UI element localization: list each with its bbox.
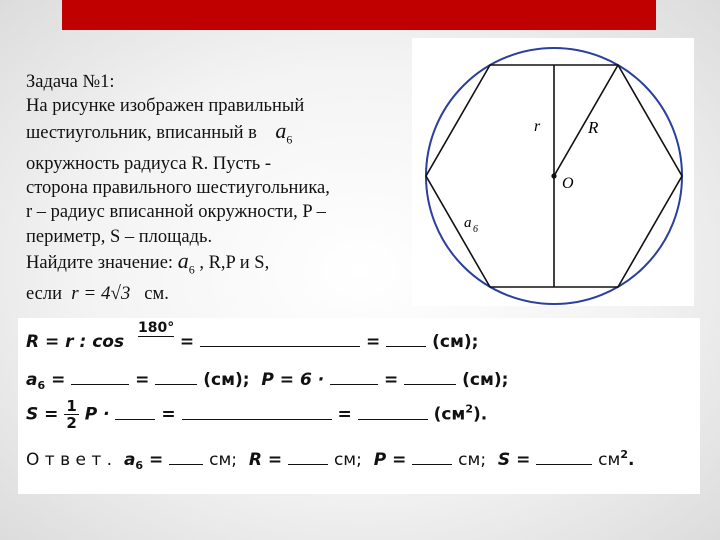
- problem-line: Найдите значение: $a_6$ , R,P и S,: [26, 248, 270, 277]
- a6-symbol: $a_6$: [275, 117, 293, 147]
- label-a6-index: 6: [473, 224, 478, 235]
- hexagon-figure: [412, 38, 694, 306]
- problem-line: r – радиус вписанной окружности, P –: [26, 202, 326, 223]
- blank[interactable]: [182, 405, 332, 420]
- problem-line: если r = 4√3 см.: [26, 283, 169, 305]
- label-O: O: [562, 175, 574, 192]
- label-R: R: [588, 118, 599, 137]
- solution-row-area: S = $\frac{1}{2}$ P · = = $(см^2)$.: [26, 397, 488, 432]
- blank[interactable]: [386, 332, 426, 347]
- angle-fraction: 180°: [138, 320, 175, 336]
- circumradius-line: [554, 65, 618, 176]
- r-formula: r = 4√3: [71, 283, 131, 305]
- problem-line: окружность радиуса R. Пусть -: [26, 153, 272, 174]
- blank[interactable]: [288, 450, 328, 465]
- blank[interactable]: [358, 405, 428, 420]
- blank[interactable]: [536, 450, 592, 465]
- problem-line: На рисунке изображен правильный: [26, 96, 305, 117]
- hexagon-diagram: [412, 38, 694, 306]
- blank[interactable]: [412, 450, 452, 465]
- blank[interactable]: [200, 332, 360, 347]
- half-fraction: $\frac{1}{2}$: [66, 397, 77, 432]
- answer-label: О т в е т .: [26, 450, 113, 470]
- blank[interactable]: [330, 370, 378, 385]
- blank[interactable]: [71, 370, 129, 385]
- a6-symbol: $a_6$: [177, 248, 195, 277]
- label-a6: a: [464, 215, 472, 231]
- center-point: [551, 173, 556, 178]
- blank[interactable]: [404, 370, 456, 385]
- problem-line: сторона правильного шестиугольника,: [26, 178, 330, 199]
- blank[interactable]: [115, 405, 155, 420]
- blank[interactable]: [169, 450, 203, 465]
- solution-template: [18, 318, 700, 494]
- label-r: r: [534, 118, 541, 135]
- problem-line: периметр, S – площадь.: [26, 226, 213, 247]
- problem-title: Задача №1:: [26, 72, 115, 92]
- problem-text: [26, 70, 416, 306]
- title-bar: [62, 0, 656, 30]
- solution-row-side: $a_6$ = = (см); P = 6 · = (см);: [26, 370, 509, 392]
- problem-line: шестиугольник, вписанный в $a_6$: [26, 117, 293, 147]
- answer-row: О т в е т . $a_6$ = см; R = см; P = см; $S = см^2$.: [26, 448, 635, 472]
- solution-row-radius: R = r : cos 180° = = (см);: [26, 320, 479, 352]
- blank[interactable]: [155, 370, 197, 385]
